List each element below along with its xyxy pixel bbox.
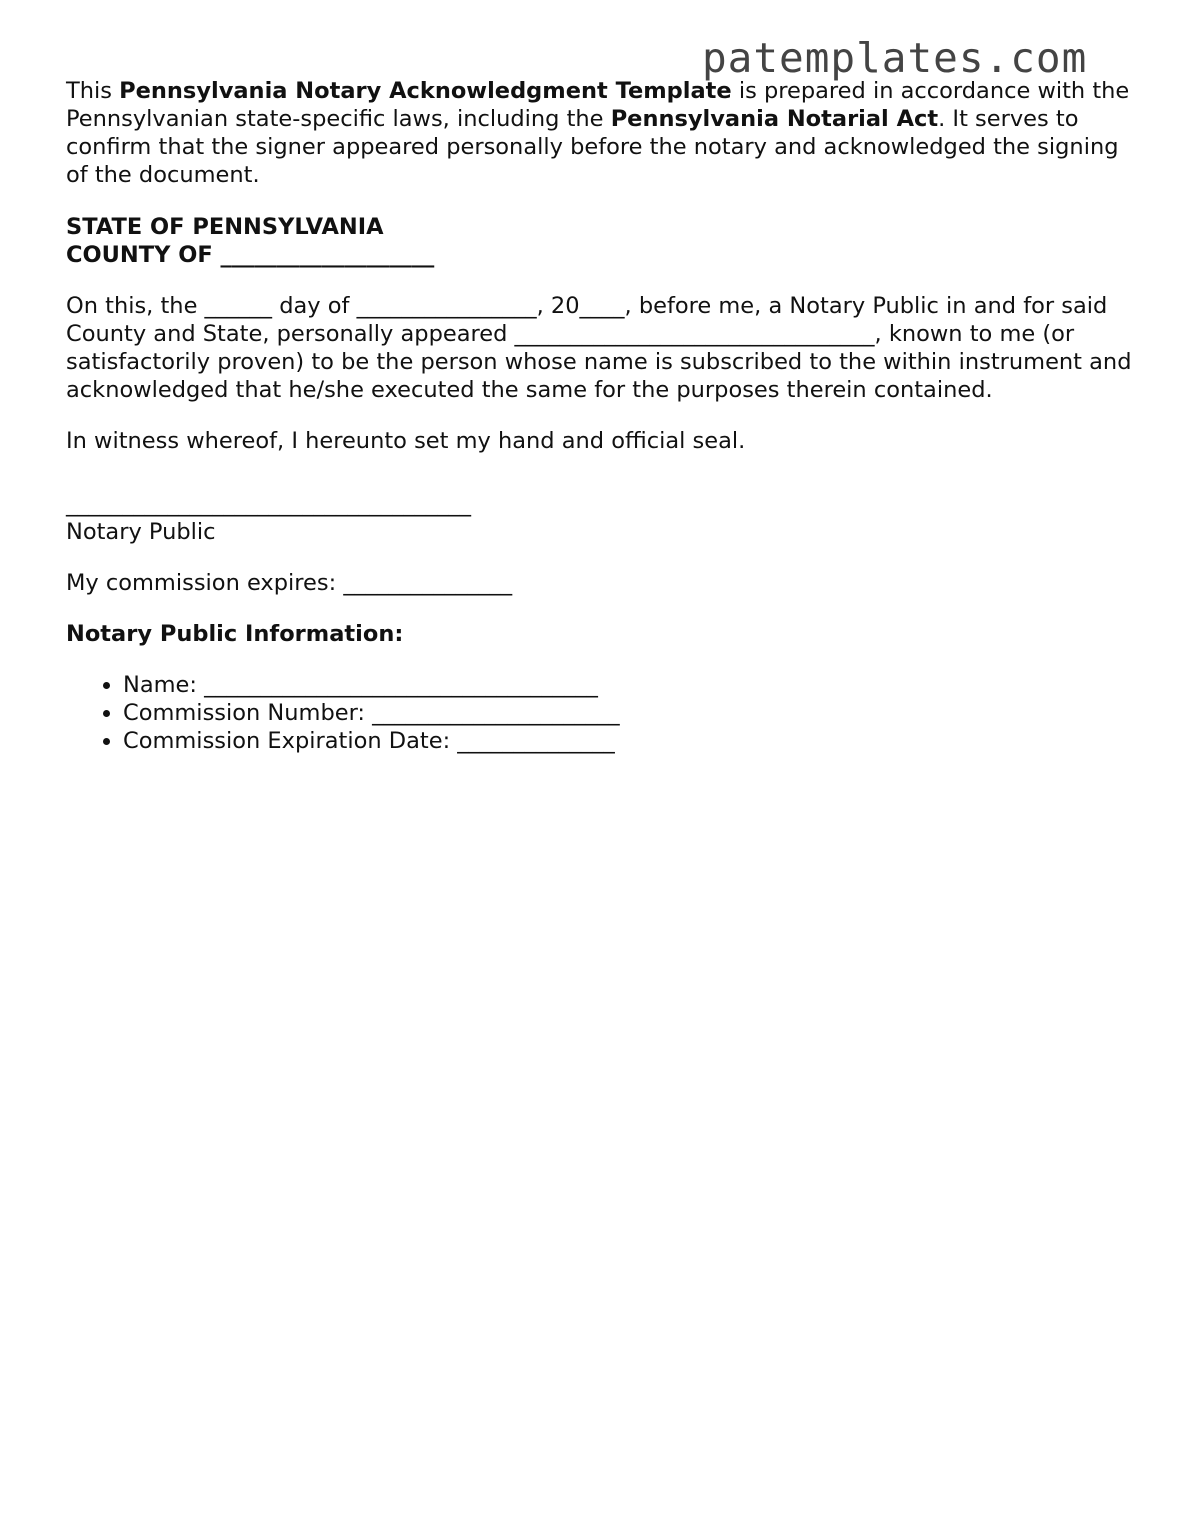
intro-text-2: is prepared in accordance with the Pennsylvanian state-specific laws, including the <box>66 78 1130 132</box>
witness-statement: In witness whereof, I hereunto set my hand and official seal. <box>66 428 746 454</box>
list-item-name: • Name: ___________________________________ <box>123 671 1136 699</box>
document-body <box>66 77 1136 755</box>
list-item-expiration-date: • Commission Expiration Date: ______________ <box>123 727 1136 755</box>
act-name: Pennsylvania Notarial Act <box>610 106 939 132</box>
state-heading: STATE OF PENNSYLVANIA <box>66 214 384 240</box>
venue-block <box>66 213 1136 269</box>
acknowledgment-paragraph: On this, the ______ day of ________________, 20____, before me, a Notary Public in and for said County and State, personally appeared ________________________________, known to me (or satisfactorily proven) to be the person whose name is subscribed to the within instrument and acknowledged that he/she executed the same for the purposes therein contained. <box>66 293 1132 403</box>
signature-label: Notary Public <box>66 519 216 545</box>
intro-text-1: This <box>66 78 120 104</box>
template-name: Pennsylvania Notary Acknowledgment Template <box>119 78 732 104</box>
signature-line: ____________________________________ <box>66 491 471 517</box>
county-heading: COUNTY OF ___________________ <box>66 242 435 268</box>
intro-paragraph <box>66 77 1136 189</box>
intro-text-3: . It serves to confirm that the signer appeared personally before the notary and acknowledged the signing of the document. <box>66 106 1119 188</box>
watermark: patemplates.com <box>702 34 1088 82</box>
list-item-commission-number: • Commission Number: ______________________ <box>123 699 1136 727</box>
notary-info-list <box>66 671 1136 755</box>
commission-expires-line: My commission expires: _______________ <box>66 570 513 596</box>
notary-info-heading: Notary Public Information: <box>66 621 404 647</box>
